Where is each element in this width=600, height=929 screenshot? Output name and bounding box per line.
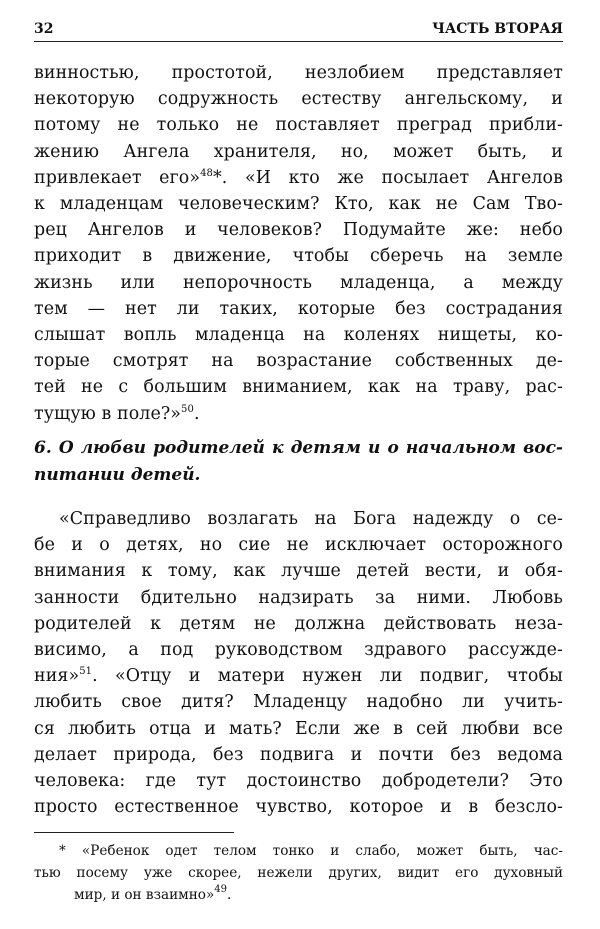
text-line: человека: где тут достоинство добродетели? Это — [34, 771, 563, 792]
footnote-star: *. — [213, 167, 228, 188]
footnote-ref-49: 49 — [214, 884, 228, 895]
text-fragment: тущую в поле?» — [34, 403, 182, 424]
text-line: приходит в движение, чтобы сберечь на земле — [34, 246, 563, 267]
section-heading — [34, 435, 563, 489]
text-line: ся любить отца и мать? Если же в сей любви все — [34, 718, 563, 739]
page-number: 32 — [34, 21, 54, 37]
text-fragment: . — [193, 403, 200, 424]
text-line: к младенцам человеческим? Кто, как не Сам Тво- — [34, 194, 563, 215]
text-line: жизнь или непорочность младенца, а между — [34, 272, 563, 293]
text-line: слышат вопль младенца на коленях нищеты, ко- — [34, 325, 563, 346]
text-line: торые смотрят на возрастание собственных де- — [34, 351, 563, 372]
footnote-ref-51: 51 — [79, 666, 93, 678]
text-line — [34, 165, 563, 191]
text-line — [34, 401, 563, 427]
text-line: висимо, а под руководством здравого рассужде- — [34, 640, 563, 661]
text-fragment: привлекает его» — [34, 167, 201, 188]
text-line: тем — нет ли таких, которые без сострадания — [34, 298, 563, 319]
running-title: ЧАСТЬ ВТОРАЯ — [432, 21, 563, 37]
text-fragment: . — [227, 887, 232, 903]
text-line — [34, 663, 563, 689]
text-line: «Справедливо возлагать на Бога надежду о се- — [59, 509, 563, 529]
text-line: бе и о детях, но сие не исключает осторожного — [34, 535, 563, 556]
text-line: некоторую содружность естеству ангельскому, и — [34, 89, 563, 110]
text-line: просто естественное чувство, которое и в безсло- — [34, 797, 563, 818]
footnote-divider — [34, 832, 234, 833]
text-line: родителей к детям не должна действовать неза- — [34, 613, 563, 634]
text-line: жению Ангела хранителя, но, может быть, и — [34, 141, 563, 162]
text-line: рец Ангелов и человеков? Подумайте же: небо — [34, 220, 563, 241]
text-line: занности бдительно надзирать за ними. Любовь — [34, 587, 563, 608]
text-line: внимания к тому, как лучше детей вести, и обя- — [34, 561, 563, 582]
text-line: любить свое дитя? Младенцу надобно ли учить- — [34, 692, 563, 713]
running-header — [34, 14, 563, 42]
paragraph-1 — [34, 60, 563, 427]
text-line: тей не с большим вниманием, как на траву, рас- — [34, 377, 563, 398]
text-line: винностью, простотой, незлобием представляет — [34, 63, 563, 83]
footnote-line: тью посему уже скорее, нежели других, видит его духовный — [34, 865, 563, 881]
footnote-ref-50: 50 — [181, 403, 194, 415]
text-line: потому не только не поставляет преград прибли- — [34, 115, 563, 136]
footnote-line: * «Ребенок одет телом тонко и слабо, может быть, час- — [59, 843, 563, 859]
footnote-ref-48: 48 — [200, 167, 214, 179]
heading-line: 6. О любви родителей к детям и о начальном вос- — [34, 438, 563, 458]
footnote — [34, 840, 563, 906]
text-fragment: ния» — [34, 666, 80, 687]
text-fragment: «И кто же посылает Ангелов — [245, 167, 563, 188]
text-line: делает природа, без подвига и почти без ведома — [34, 744, 563, 765]
footnote-line — [34, 884, 563, 906]
paragraph-2 — [34, 506, 563, 820]
heading-line: питании детей. — [34, 465, 201, 485]
text-fragment: . «Отцу и матери нужен ли подвиг, чтобы — [92, 666, 563, 687]
text-fragment: мир, и он взаимно» — [74, 887, 215, 903]
